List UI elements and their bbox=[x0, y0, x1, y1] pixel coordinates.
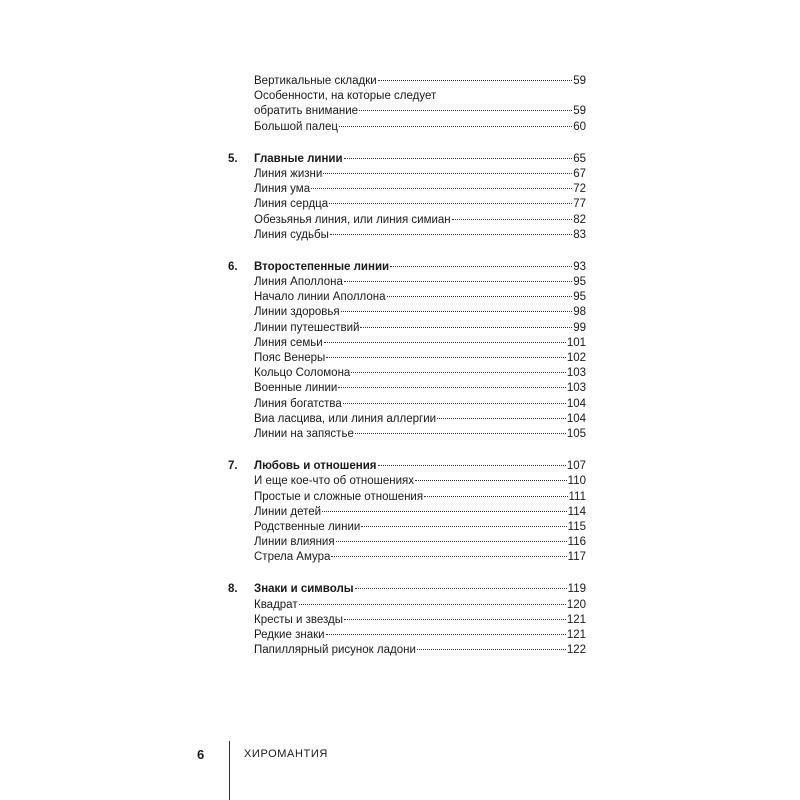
leader-dots bbox=[326, 357, 566, 358]
toc-entry-title: обратить внимание bbox=[254, 105, 359, 118]
toc-entry-title: Линия богатства bbox=[254, 397, 342, 410]
leader-dots bbox=[452, 219, 573, 220]
leader-dots bbox=[338, 387, 565, 388]
toc-entry-title: Редкие знаки bbox=[254, 629, 325, 641]
toc-entry-page: 95 bbox=[573, 291, 586, 304]
leader-dots bbox=[355, 588, 567, 589]
toc-entry-page: 114 bbox=[567, 505, 586, 518]
leader-dots bbox=[415, 480, 567, 481]
toc-section bbox=[228, 152, 586, 243]
leader-dots bbox=[355, 433, 566, 434]
toc-entry bbox=[228, 305, 586, 320]
leader-dots bbox=[359, 110, 572, 111]
toc-entry bbox=[228, 427, 586, 442]
toc-chapter bbox=[228, 260, 586, 275]
leader-dots bbox=[344, 158, 573, 159]
leader-dots bbox=[390, 266, 572, 267]
toc-entry-title: Виа ласцива, или линия аллергии bbox=[254, 412, 437, 425]
toc-entry-page: 59 bbox=[573, 75, 586, 87]
toc-entry-title: Линии на запястье bbox=[254, 427, 354, 440]
leader-dots bbox=[324, 342, 566, 343]
leader-dots bbox=[330, 234, 572, 235]
toc-entry bbox=[228, 643, 586, 658]
toc-entry bbox=[228, 381, 586, 396]
toc-entry-page: 117 bbox=[567, 551, 586, 564]
toc-entry bbox=[228, 321, 586, 336]
leader-dots bbox=[361, 526, 566, 527]
table-of-contents bbox=[228, 74, 586, 658]
toc-entry-page: 77 bbox=[573, 198, 586, 211]
chapter-title: Знаки и символы bbox=[254, 583, 354, 596]
toc-entry bbox=[228, 290, 586, 305]
toc-entry bbox=[228, 505, 586, 520]
toc-entry bbox=[228, 182, 586, 197]
toc-entry bbox=[228, 197, 586, 212]
toc-entry-page: 102 bbox=[566, 352, 586, 364]
toc-entry-title: Линия судьбы bbox=[254, 228, 329, 241]
chapter-number: 8. bbox=[228, 583, 238, 596]
chapter-page: 119 bbox=[567, 583, 586, 596]
leader-dots bbox=[387, 296, 573, 297]
toc-entry-title: Линия семьи bbox=[254, 336, 323, 349]
chapter-page: 107 bbox=[566, 460, 586, 473]
toc-section bbox=[228, 260, 586, 442]
toc-entry-title: Начало линии Аполлона bbox=[254, 291, 386, 304]
toc-chapter bbox=[228, 459, 586, 474]
toc-section bbox=[228, 582, 586, 658]
toc-chapter bbox=[228, 152, 586, 167]
toc-entry-page: 59 bbox=[573, 105, 586, 118]
toc-entry bbox=[228, 598, 586, 613]
toc-entry-page: 83 bbox=[573, 228, 586, 241]
toc-entry bbox=[228, 336, 586, 351]
toc-entry bbox=[228, 120, 586, 135]
chapter-title: Любовь и отношения bbox=[254, 460, 377, 473]
leader-dots bbox=[339, 126, 572, 127]
leader-dots bbox=[299, 604, 566, 605]
chapter-number: 6. bbox=[228, 260, 238, 273]
toc-entry-page: 110 bbox=[567, 475, 586, 488]
toc-entry-page: 121 bbox=[566, 613, 586, 626]
toc-entry bbox=[228, 412, 586, 427]
toc-entry-page: 72 bbox=[573, 183, 586, 196]
toc-entry-page: 104 bbox=[566, 397, 586, 410]
toc-entry-title: Линии путешествий bbox=[254, 321, 360, 334]
toc-entry-title: Линия ума bbox=[254, 183, 311, 196]
toc-entry-title: И еще кое-что об отношениях bbox=[254, 475, 414, 488]
toc-entry bbox=[228, 213, 586, 228]
toc-entry-title: Военные линии bbox=[254, 382, 338, 395]
leader-dots bbox=[417, 649, 566, 650]
toc-entry bbox=[228, 104, 586, 119]
toc-entry bbox=[228, 228, 586, 243]
toc-entry bbox=[228, 490, 586, 505]
toc-entry-title: Папиллярный рисунок ладони bbox=[254, 644, 416, 657]
toc-entry-page: 101 bbox=[566, 336, 586, 349]
toc-entry-title: Обезьянья линия, или линия симиан bbox=[254, 213, 451, 226]
toc-entry-page: 103 bbox=[566, 382, 586, 395]
toc-entry-title: Квадрат bbox=[254, 598, 298, 611]
toc-entry bbox=[228, 628, 586, 643]
toc-entry-title: Простые и сложные отношения bbox=[254, 490, 424, 503]
toc-entry bbox=[228, 535, 586, 550]
toc-entry-title: Вертикальные складки bbox=[254, 75, 377, 87]
toc-entry-title: Пояс Венеры bbox=[254, 352, 326, 364]
toc-entry-title: Линия сердца bbox=[254, 198, 329, 211]
toc-entry-title: Линии влияния bbox=[254, 536, 335, 549]
toc-entry-title: Родственные линии bbox=[254, 520, 361, 533]
chapter-title: Главные линии bbox=[254, 152, 343, 165]
toc-entry-page: 67 bbox=[573, 167, 586, 180]
toc-entry-page: 116 bbox=[567, 536, 586, 549]
toc-entry-title: Линия Аполлона bbox=[254, 276, 343, 289]
toc-entry-page: 98 bbox=[573, 306, 586, 319]
toc-entry-title: Линия жизни bbox=[254, 167, 323, 180]
leader-dots bbox=[351, 372, 565, 373]
leader-dots bbox=[344, 619, 566, 620]
toc-entry-page: 95 bbox=[573, 276, 586, 289]
toc-entry bbox=[228, 613, 586, 628]
toc-entry-page: 121 bbox=[566, 629, 586, 641]
leader-dots bbox=[336, 541, 567, 542]
toc-entry-page: 60 bbox=[573, 120, 586, 133]
leader-dots bbox=[344, 281, 572, 282]
chapter-number: 7. bbox=[228, 460, 238, 473]
toc-entry-page: 120 bbox=[566, 598, 586, 611]
toc-entry-page: 104 bbox=[566, 412, 586, 425]
toc-section bbox=[228, 459, 586, 565]
leader-dots bbox=[437, 418, 566, 419]
running-title: ХИРОМАНТИЯ bbox=[244, 748, 328, 760]
leader-dots bbox=[341, 311, 573, 312]
footer-divider bbox=[229, 741, 230, 800]
toc-entry bbox=[228, 351, 586, 366]
chapter-title: Второстепенные линии bbox=[254, 260, 390, 273]
chapter-number: 5. bbox=[228, 152, 238, 165]
toc-section bbox=[228, 74, 586, 135]
toc-chapter bbox=[228, 582, 586, 597]
toc-entry-page: 99 bbox=[573, 321, 586, 334]
toc-entry-title-line1: Особенности, на которые следует bbox=[254, 90, 437, 103]
toc-entry-title: Кольцо Соломона bbox=[254, 367, 351, 380]
toc-entry-page: 103 bbox=[566, 367, 586, 380]
toc-entry-page: 115 bbox=[567, 520, 586, 533]
chapter-page: 93 bbox=[573, 260, 586, 273]
toc-entry bbox=[228, 520, 586, 535]
toc-entry-page: 111 bbox=[568, 490, 586, 503]
leader-dots bbox=[424, 496, 567, 497]
toc-entry-page: 122 bbox=[566, 644, 586, 657]
toc-entry-title: Большой палец bbox=[254, 120, 338, 133]
toc-entry bbox=[228, 474, 586, 489]
leader-dots bbox=[323, 173, 572, 174]
leader-dots bbox=[360, 327, 572, 328]
toc-entry bbox=[228, 74, 586, 89]
leader-dots bbox=[343, 403, 566, 404]
toc-entry bbox=[228, 397, 586, 412]
toc-entry-page: 82 bbox=[573, 213, 586, 226]
toc-entry-page: 105 bbox=[566, 427, 586, 440]
leader-dots bbox=[329, 203, 572, 204]
leader-dots bbox=[311, 188, 572, 189]
toc-entry bbox=[228, 550, 586, 565]
toc-entry-title: Линии здоровья bbox=[254, 306, 340, 319]
toc-entry bbox=[228, 167, 586, 182]
leader-dots bbox=[326, 634, 566, 635]
toc-entry bbox=[228, 275, 586, 290]
leader-dots bbox=[331, 556, 566, 557]
toc-entry-title: Кресты и звезды bbox=[254, 613, 343, 626]
toc-entry-title: Стрела Амура bbox=[254, 551, 331, 564]
leader-dots bbox=[322, 511, 567, 512]
leader-dots bbox=[378, 465, 566, 466]
leader-dots bbox=[378, 80, 573, 81]
chapter-page: 65 bbox=[573, 152, 586, 165]
toc-entry bbox=[228, 366, 586, 381]
toc-entry-title: Линии детей bbox=[254, 505, 322, 518]
page-number: 6 bbox=[197, 747, 205, 762]
